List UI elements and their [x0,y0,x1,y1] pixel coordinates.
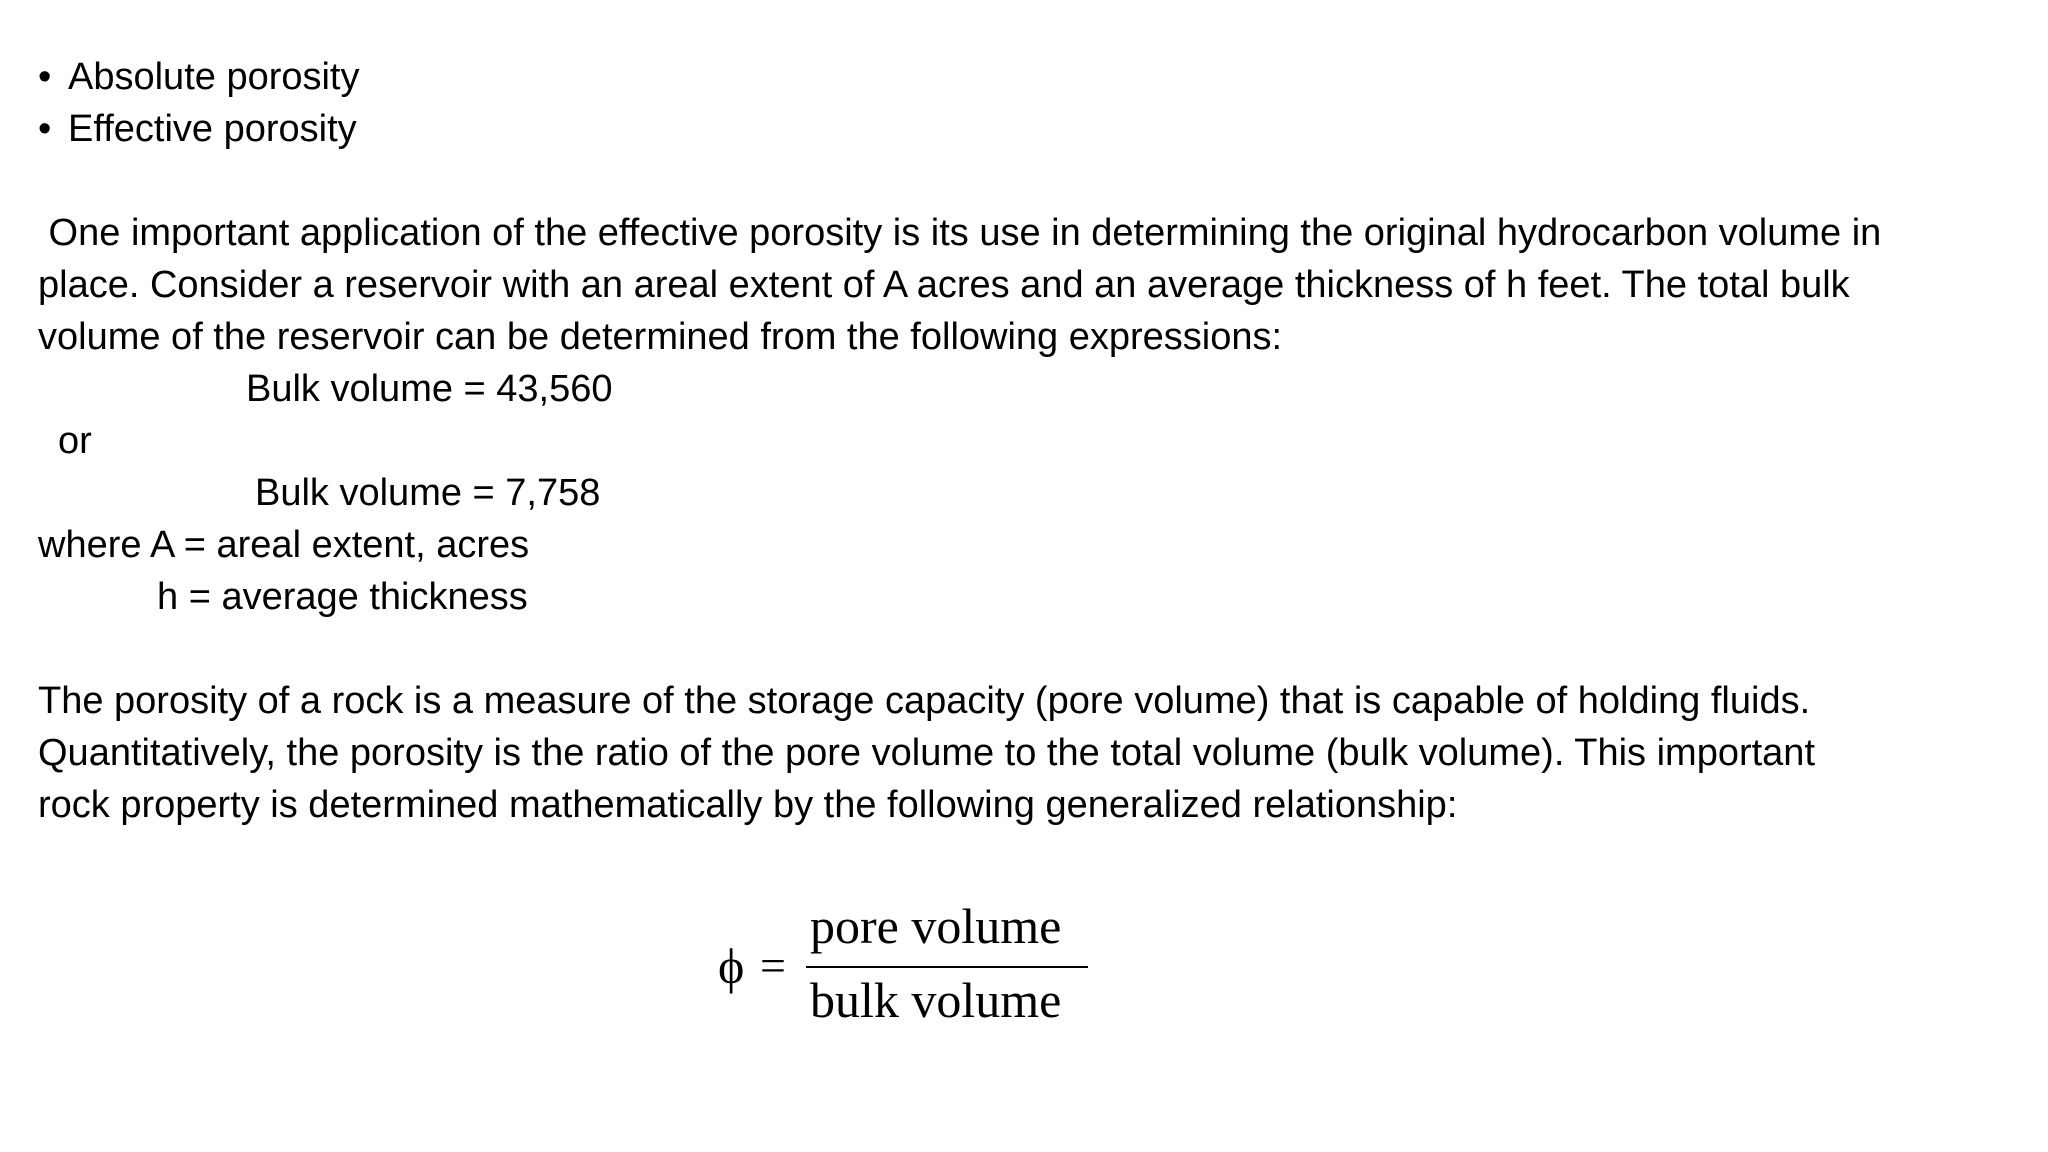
paragraph2-line1: The porosity of a rock is a measure of the storage capacity (pore volume) that is capable of holding fluids. [38,680,1811,722]
formula-denominator: bulk volume [810,972,1062,1028]
porosity-formula [718,896,1088,1036]
or-text: or [58,420,92,462]
where-a-definition: where A = areal extent, acres [38,524,530,566]
paragraph2-line2: Quantitatively, the porosity is the ratio of the pore volume to the total volume (bulk volume). This important [38,732,1816,774]
bullet-text: Effective porosity [68,108,357,150]
fraction-bar [806,966,1088,968]
phi-symbol: ϕ [718,938,745,994]
bullet-absolute-porosity [38,51,360,103]
paragraph2-line3: rock property is determined mathematically by the following generalized relationship: [38,784,1458,826]
bullet-text: Absolute porosity [68,56,360,98]
bulk-volume-expression-2: Bulk volume = 7,758 [255,472,601,514]
paragraph1-line2: place. Consider a reservoir with an areal extent of A acres and an average thickness of h feet. The total bulk [38,264,1850,306]
bullet-effective-porosity [38,103,357,155]
where-h-definition: h = average thickness [157,576,528,618]
paragraph1-line1: One important application of the effective porosity is its use in determining the original hydrocarbon volume in [38,212,1882,254]
bulk-volume-expression-1: Bulk volume = 43,560 [246,368,613,410]
bullet-marker: • [38,56,52,98]
formula-numerator: pore volume [810,898,1062,954]
equals-sign: = [760,940,786,991]
bullet-marker: • [38,108,52,150]
paragraph1-line3: volume of the reservoir can be determined from the following expressions: [38,316,1283,358]
